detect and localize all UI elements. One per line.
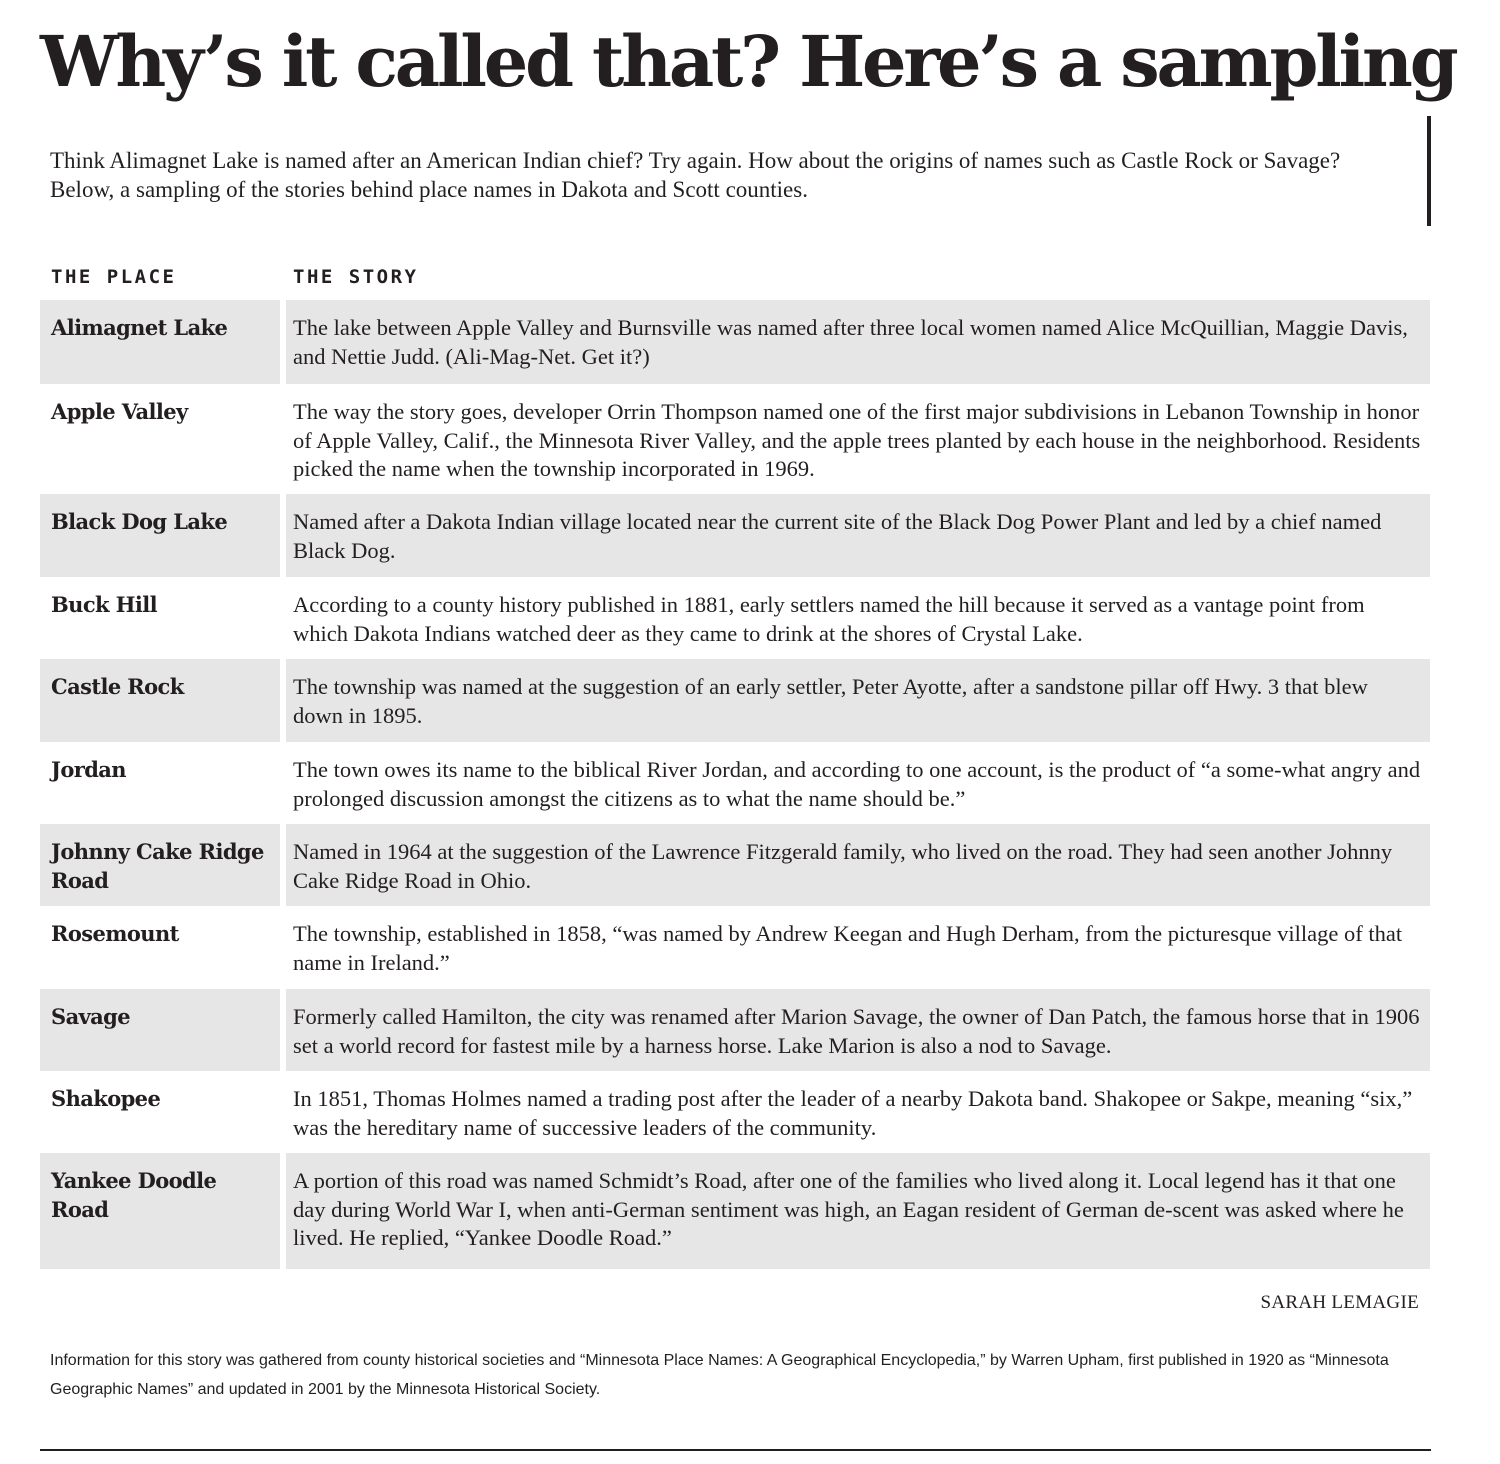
table-row-black-dog-lake: [40, 494, 1430, 577]
place-name: Johnny Cake Ridge Road: [51, 839, 264, 893]
place-story: Named in 1964 at the suggestion of the Lawrence Fitzgerald family, who lived on the road. They had seen another Johnny Cake Ridge Road in Ohio.: [293, 839, 1393, 893]
place-name: Rosemount: [51, 921, 179, 946]
table-row-rosemount: [40, 906, 1430, 989]
intro-paragraph: Think Alimagnet Lake is named after an American Indian chief? Try again. How about the origins of names such as Castle Rock or Savage? Below, a sampling of the stories behind place names in Dakota and Scott counties.: [50, 148, 1341, 202]
place-story: The way the story goes, developer Orrin Thompson named one of the first major subdivisions in Lebanon Township in honor of Apple Valley, Calif., the Minnesota River Valley, and the apple trees planted by each house in the neighborhood. Residents picked the name when the township incorporated in 1969.: [293, 399, 1421, 481]
byline: SARAH LEMAGIE: [1260, 1292, 1419, 1313]
table-column-headers: [40, 264, 1430, 292]
table-row-castle-rock: [40, 659, 1430, 742]
table-row-johnny-cake-ridge-road: [40, 824, 1430, 906]
column-header-story: THE STORY: [293, 266, 419, 288]
table-row-alimagnet-lake: [40, 300, 1430, 384]
place-story: Named after a Dakota Indian village located near the current site of the Black Dog Power Plant and led by a chief named Black Dog.: [293, 509, 1382, 563]
place-story: According to a county history published in 1881, early settlers named the hill because it served as a vantage point from which Dakota Indians watched deer as they came to drink at the shores of Crystal Lake.: [293, 592, 1365, 646]
table-row-apple-valley: [40, 384, 1430, 494]
place-name: Savage: [51, 1004, 131, 1029]
source-note: Information for this story was gathered from county historical societies and “Minnesota Place Names: A Geographical Encyclopedia,” by Warren Upham, first published in 1920 as “Minnesota Geographic Names” and updated in 2001 by the Minnesota Historical Society.: [50, 1352, 1389, 1398]
side-rule: [1427, 116, 1431, 226]
table-row-savage: [40, 989, 1430, 1071]
place-name: Yankee Doodle Road: [51, 1168, 217, 1222]
place-name: Castle Rock: [51, 674, 184, 699]
bottom-rule: [40, 1449, 1431, 1451]
table-row-shakopee: [40, 1071, 1430, 1153]
place-story: A portion of this road was named Schmidt’s Road, after one of the families who lived along it. Local legend has it that one day during World War I, when anti-German sentiment was high, an Eagan resident of German de-scent was asked where he lived. He replied, “Yankee Doodle Road.”: [293, 1168, 1404, 1250]
column-header-place: THE PLACE: [51, 266, 177, 288]
table-row-jordan: [40, 742, 1430, 824]
place-story: The town owes its name to the biblical River Jordan, and according to one account, is the product of “a some-what angry and prolonged discussion amongst the citizens as to what the name should be.”: [293, 757, 1421, 811]
headline: Why’s it called that? Here’s a sampling: [40, 20, 1456, 103]
place-story: Formerly called Hamilton, the city was renamed after Marion Savage, the owner of Dan Patch, the famous horse that in 1906 set a world record for fastest mile by a harness horse. Lake Marion is also a nod to Savage.: [293, 1004, 1420, 1058]
place-name: Alimagnet Lake: [51, 315, 228, 340]
place-name: Apple Valley: [51, 399, 188, 424]
place-story: The township, established in 1858, “was named by Andrew Keegan and Hugh Derham, from the picturesque village of that name in Ireland.”: [293, 921, 1403, 975]
place-story: The lake between Apple Valley and Burnsville was named after three local women named Alice McQuillian, Maggie Davis, and Nettie Judd. (Ali-Mag-Net. Get it?): [293, 315, 1408, 369]
place-name: Black Dog Lake: [51, 509, 228, 534]
place-name: Buck Hill: [51, 592, 158, 617]
place-name: Jordan: [51, 757, 126, 782]
table-row-buck-hill: [40, 577, 1430, 659]
place-story: The township was named at the suggestion of an early settler, Peter Ayotte, after a sandstone pillar off Hwy. 3 that blew down in 1895.: [293, 674, 1368, 728]
table-row-yankee-doodle-road: [40, 1153, 1430, 1269]
place-name: Shakopee: [51, 1086, 161, 1111]
place-story: In 1851, Thomas Holmes named a trading post after the leader of a nearby Dakota band. Shakopee or Sakpe, meaning “six,” was the hereditary name of successive leaders of the community.: [293, 1086, 1413, 1140]
